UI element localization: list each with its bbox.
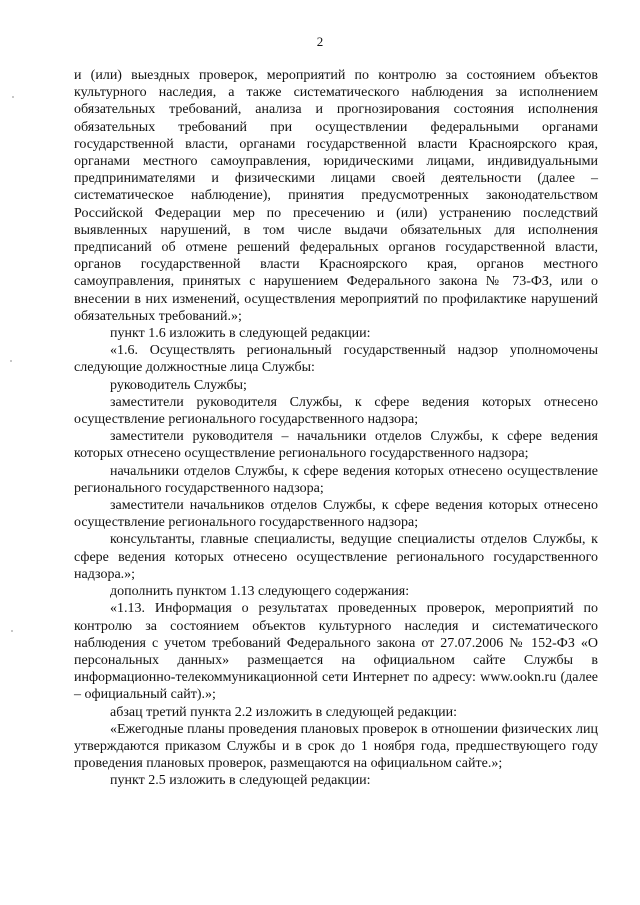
scan-speck: [12, 96, 14, 98]
paragraph-list-item: консультанты, главные специалисты, ведущие специалисты отделов Службы, к сфере ведения которых отнесено осуществление регионального государственного надзора.»;: [74, 532, 598, 582]
document-body: [74, 67, 598, 790]
paragraph-clause-1-13: «1.13. Информация о результатах проведенных проверок, мероприятий по контролю за состоянием объектов культурного наследия и систематического наблюдения с учетом требований Федерального закона от 27.07.2006 № 152-ФЗ «О персональных данных» размещается на официальном сайте Службы в информационно-телекоммуникационной сети Интернет по адресу: www.ookn.ru (далее – официальный сайт).»;: [74, 601, 598, 703]
paragraph-list-item: руководитель Службы;: [110, 377, 247, 393]
page-number: 2: [316, 34, 324, 49]
paragraph-list-item: заместители начальников отделов Службы, к сфере ведения которых отнесено осуществление регионального государственного надзора;: [74, 498, 598, 531]
paragraph-instruction-2-5: пункт 2.5 изложить в следующей редакции:: [110, 773, 371, 789]
scan-speck: [11, 630, 13, 632]
paragraph-clause-1-6: «1.6. Осуществлять региональный государственный надзор уполномочены следующие должностные лица Службы:: [74, 343, 598, 376]
paragraph-instruction-1-13: дополнить пунктом 1.13 следующего содержания:: [110, 584, 410, 600]
paragraph-list-item: заместители руководителя – начальники отделов Службы, к сфере ведения которых отнесено осуществление регионального государственного надзора;: [74, 429, 598, 462]
paragraph-clause-2-2: «Ежегодные планы проведения плановых проверок в отношении физических лиц утверждаются приказом Службы и в срок до 1 ноября года, предшествующего году проведения плановых проверок, размещаются на официальном сайте.»;: [74, 721, 598, 772]
paragraph-continuation: и (или) выездных проверок, мероприятий по контролю за состоянием объектов культурного наследия, а также систематического наблюдения за исполнением обязательных требований, анализа и прогнозирования состояния исполнения обязательных требований при осуществлении федеральными органами государственной власти, органами государственной власти Красноярского края, органами местного самоуправления, юридическими лицами, индивидуальными предпринимателями и физическими лицами своей деятельности (далее – систематическое наблюдение), принятия предусмотренных законодательством Российской Федерации мер по пресечению и (или) устранению последствий выявленных нарушений, в том числе выдачи обязательных для исполнения предписаний об отмене решений федеральных органов государственной власти, органов государственной власти Красноярского края, органов местного самоуправления, принятых с нарушением Федерального закона № 73-ФЗ, или о внесении в них изменений, осуществления мероприятий по профилактике нарушений обязательных требований.»;: [74, 68, 598, 324]
paragraph-list-item: заместители руководителя Службы, к сфере ведения которых отнесено осуществление регионального государственного надзора;: [74, 394, 598, 428]
paragraph-list-item: начальники отделов Службы, к сфере ведения которых отнесено осуществление регионального государственного надзора;: [74, 463, 598, 496]
scan-speck: [10, 360, 12, 362]
paragraph-instruction-2-2: абзац третий пункта 2.2 изложить в следующей редакции:: [110, 704, 458, 720]
paragraph-instruction-1-6: пункт 1.6 изложить в следующей редакции:: [110, 326, 371, 342]
